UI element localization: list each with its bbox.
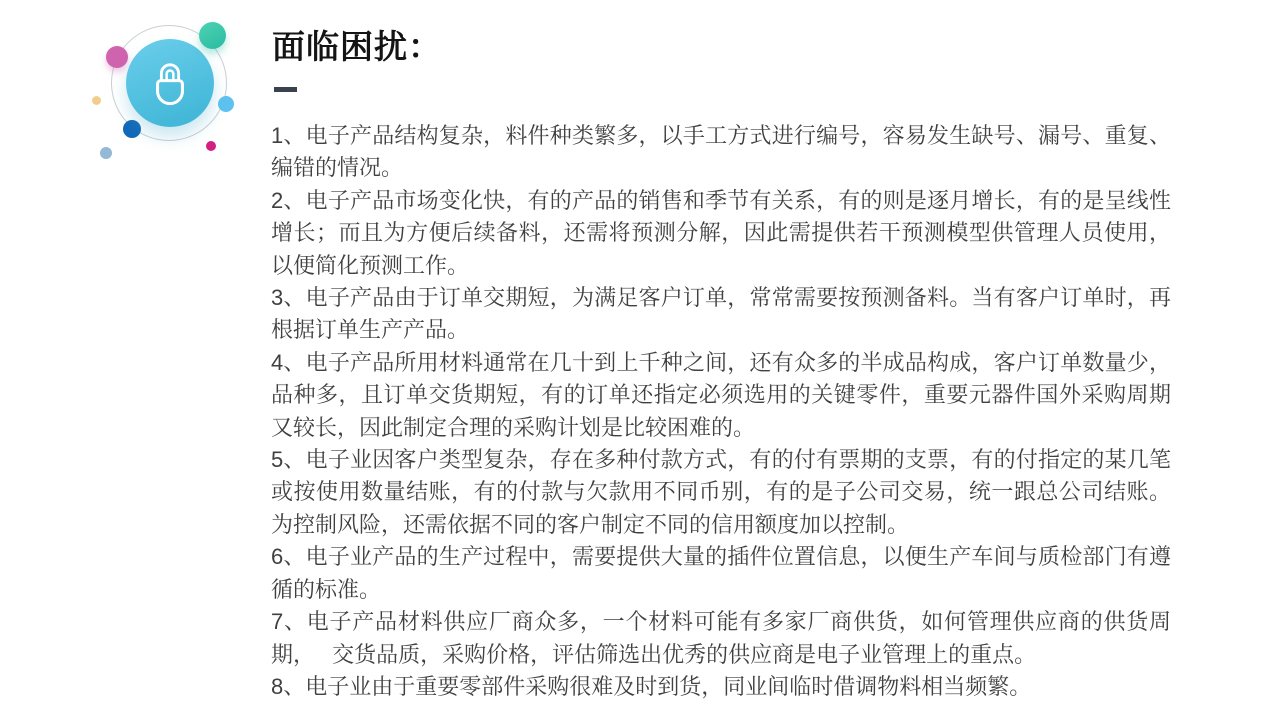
trouble-item-3: 3、电子产品由于订单交期短，为满足客户订单，常常需要按预测备料。当有客户订单时，再根据订单生产产品。 — [271, 285, 1171, 343]
trouble-item-4: 4、电子产品所用材料通常在几十到上千种之间，还有众多的半成品构成，客户订单数量少，品种多，且订单交货期短，有的订单还指定必须选用的关键零件，重要元器件国外采购周期又较长，因此制定合理的采购计划是比较困难的。 — [271, 349, 1171, 440]
yellow-dot — [92, 96, 101, 105]
trouble-list — [271, 120, 1171, 703]
pink-dot — [106, 46, 128, 68]
trouble-item-1: 1、电子产品结构复杂，料件种类繁多，以手工方式进行编号，容易发生缺号、漏号、重复、编错的情况。 — [271, 123, 1171, 181]
trouble-item-7: 7、电子产品材料供应厂商众多，一个材料可能有多家厂商供货，如何管理供应商的供货周期， 交货品质，采购价格，评估筛选出优秀的供应商是电子业管理上的重点。 — [271, 609, 1171, 667]
trouble-item-5: 5、电子业因客户类型复杂，存在多种付款方式，有的付有票期的支票，有的付指定的某几笔或按使用数量结账，有的付款与欠款用不同币别，有的是子公司交易，统一跟总公司结账。为控制风险，还需依据不同的客户制定不同的信用额度加以控制。 — [271, 447, 1171, 537]
trouble-item-8: 8、电子业由于重要零部件采购很难及时到货，同业间临时借调物料相当频繁。 — [271, 673, 1032, 699]
light-blue-dot — [218, 96, 234, 112]
steel-blue-dot — [100, 147, 112, 159]
title-underline — [274, 87, 297, 92]
lock-badge — [126, 39, 214, 127]
trouble-item-2: 2、电子产品市场变化快，有的产品的销售和季节有关系，有的则是逐月增长，有的是呈线性增长；而且为方便后续备料，还需将预测分解，因此需提供若干预测模型供管理人员使用，以便简化预测工作。 — [271, 187, 1171, 278]
page-title: 面临困扰： — [272, 28, 442, 65]
dark-blue-dot — [123, 120, 141, 138]
lock-icon — [147, 58, 193, 108]
lock-badge-decoration — [85, 5, 245, 175]
trouble-item-6: 6、电子业产品的生产过程中，需要提供大量的插件位置信息，以便生产车间与质检部门有遵循的标准。 — [271, 544, 1171, 602]
teal-dot — [199, 22, 226, 49]
magenta-dot — [206, 141, 216, 151]
